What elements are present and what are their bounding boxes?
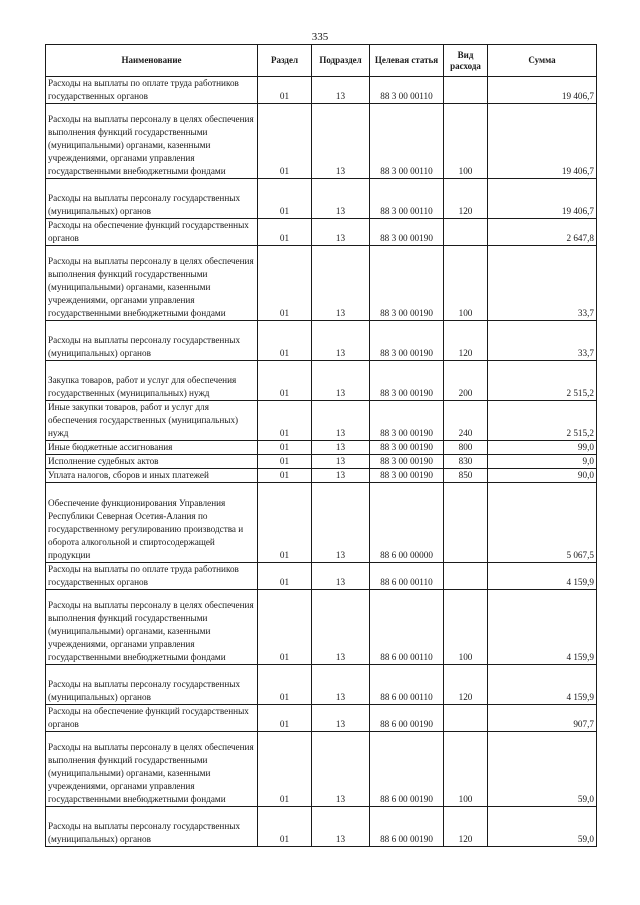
row-razdel: 01 bbox=[258, 807, 312, 847]
row-name: Иные закупки товаров, работ и услуг для обеспечения государственных (муниципальных) нужд bbox=[46, 401, 258, 441]
row-vid bbox=[444, 483, 488, 563]
table-row bbox=[46, 665, 597, 705]
row-sum: 2 515,2 bbox=[488, 401, 597, 441]
row-razdel: 01 bbox=[258, 483, 312, 563]
row-name: Уплата налогов, сборов и иных платежей bbox=[46, 469, 258, 483]
row-vid: 120 bbox=[444, 321, 488, 361]
table-row bbox=[46, 104, 597, 179]
row-name: Исполнение судебных актов bbox=[46, 455, 258, 469]
table-row bbox=[46, 590, 597, 665]
header-razdel: Раздел bbox=[258, 45, 312, 77]
table-row bbox=[46, 705, 597, 732]
row-sum: 33,7 bbox=[488, 321, 597, 361]
row-podrazdel: 13 bbox=[312, 563, 370, 590]
row-article: 88 6 00 00190 bbox=[370, 732, 444, 807]
row-vid: 800 bbox=[444, 441, 488, 455]
row-vid bbox=[444, 219, 488, 246]
table-row bbox=[46, 321, 597, 361]
row-podrazdel: 13 bbox=[312, 401, 370, 441]
row-article: 88 3 00 00190 bbox=[370, 361, 444, 401]
row-sum: 907,7 bbox=[488, 705, 597, 732]
row-article: 88 3 00 00110 bbox=[370, 179, 444, 219]
row-name: Расходы на обеспечение функций государственных органов bbox=[46, 219, 258, 246]
row-sum: 59,0 bbox=[488, 732, 597, 807]
row-vid: 240 bbox=[444, 401, 488, 441]
row-name: Иные бюджетные ассигнования bbox=[46, 441, 258, 455]
row-sum: 4 159,9 bbox=[488, 665, 597, 705]
row-razdel: 01 bbox=[258, 469, 312, 483]
row-vid: 100 bbox=[444, 246, 488, 321]
header-row bbox=[46, 45, 597, 77]
row-podrazdel: 13 bbox=[312, 807, 370, 847]
row-article: 88 3 00 00110 bbox=[370, 104, 444, 179]
row-article: 88 3 00 00190 bbox=[370, 469, 444, 483]
row-sum: 4 159,9 bbox=[488, 563, 597, 590]
row-sum: 59,0 bbox=[488, 807, 597, 847]
table-row bbox=[46, 807, 597, 847]
row-podrazdel: 13 bbox=[312, 483, 370, 563]
row-vid: 200 bbox=[444, 361, 488, 401]
table-body bbox=[46, 77, 597, 847]
row-razdel: 01 bbox=[258, 563, 312, 590]
table-row bbox=[46, 563, 597, 590]
row-razdel: 01 bbox=[258, 441, 312, 455]
row-razdel: 01 bbox=[258, 104, 312, 179]
row-article: 88 6 00 00110 bbox=[370, 665, 444, 705]
row-name: Расходы на обеспечение функций государственных органов bbox=[46, 705, 258, 732]
row-name: Расходы на выплаты персоналу государственных (муниципальных) органов bbox=[46, 179, 258, 219]
table-row bbox=[46, 401, 597, 441]
row-name: Расходы на выплаты персоналу в целях обеспечения выполнения функций государственными (муниципальными) органами, казенными учреждениями, органами управления государственными внебюджетными фондами bbox=[46, 590, 258, 665]
row-name: Расходы на выплаты по оплате труда работников государственных органов bbox=[46, 77, 258, 104]
table-row bbox=[46, 219, 597, 246]
row-article: 88 6 00 00110 bbox=[370, 563, 444, 590]
row-razdel: 01 bbox=[258, 732, 312, 807]
table-row bbox=[46, 455, 597, 469]
row-article: 88 6 00 00190 bbox=[370, 807, 444, 847]
table-row bbox=[46, 441, 597, 455]
row-name: Расходы на выплаты персоналу государственных (муниципальных) органов bbox=[46, 807, 258, 847]
row-podrazdel: 13 bbox=[312, 361, 370, 401]
header-sum: Сумма bbox=[488, 45, 597, 77]
row-vid bbox=[444, 77, 488, 104]
row-sum: 33,7 bbox=[488, 246, 597, 321]
table-row bbox=[46, 483, 597, 563]
row-name: Расходы на выплаты персоналу в целях обеспечения выполнения функций государственными (муниципальными) органами, казенными учреждениями, органами управления государственными внебюджетными фондами bbox=[46, 104, 258, 179]
row-vid bbox=[444, 705, 488, 732]
row-vid: 830 bbox=[444, 455, 488, 469]
row-podrazdel: 13 bbox=[312, 590, 370, 665]
row-article: 88 6 00 00000 bbox=[370, 483, 444, 563]
row-article: 88 6 00 00190 bbox=[370, 705, 444, 732]
row-sum: 19 406,7 bbox=[488, 179, 597, 219]
row-article: 88 3 00 00190 bbox=[370, 441, 444, 455]
row-razdel: 01 bbox=[258, 321, 312, 361]
row-vid: 120 bbox=[444, 807, 488, 847]
table-row bbox=[46, 246, 597, 321]
row-sum: 2 647,8 bbox=[488, 219, 597, 246]
row-razdel: 01 bbox=[258, 665, 312, 705]
row-vid: 100 bbox=[444, 590, 488, 665]
row-article: 88 3 00 00190 bbox=[370, 246, 444, 321]
row-razdel: 01 bbox=[258, 219, 312, 246]
row-podrazdel: 13 bbox=[312, 179, 370, 219]
row-razdel: 01 bbox=[258, 361, 312, 401]
row-vid: 120 bbox=[444, 665, 488, 705]
row-vid: 850 bbox=[444, 469, 488, 483]
row-name: Расходы на выплаты персоналу государственных (муниципальных) органов bbox=[46, 665, 258, 705]
row-name: Расходы на выплаты по оплате труда работников государственных органов bbox=[46, 563, 258, 590]
row-sum: 2 515,2 bbox=[488, 361, 597, 401]
row-razdel: 01 bbox=[258, 246, 312, 321]
table-row bbox=[46, 77, 597, 104]
row-sum: 4 159,9 bbox=[488, 590, 597, 665]
table-row bbox=[46, 469, 597, 483]
row-podrazdel: 13 bbox=[312, 77, 370, 104]
row-podrazdel: 13 bbox=[312, 219, 370, 246]
row-podrazdel: 13 bbox=[312, 246, 370, 321]
table-row bbox=[46, 179, 597, 219]
row-name: Обеспечение функционирования Управления Республики Северная Осетия-Алания по государственному регулированию производства и оборота алкогольной и спиртосодержащей продукции bbox=[46, 483, 258, 563]
row-podrazdel: 13 bbox=[312, 455, 370, 469]
table-row bbox=[46, 732, 597, 807]
row-razdel: 01 bbox=[258, 455, 312, 469]
row-sum: 90,0 bbox=[488, 469, 597, 483]
row-podrazdel: 13 bbox=[312, 732, 370, 807]
row-razdel: 01 bbox=[258, 590, 312, 665]
header-article: Целевая статья bbox=[370, 45, 444, 77]
row-razdel: 01 bbox=[258, 705, 312, 732]
row-podrazdel: 13 bbox=[312, 321, 370, 361]
row-razdel: 01 bbox=[258, 401, 312, 441]
header-podrazdel: Подраздел bbox=[312, 45, 370, 77]
row-podrazdel: 13 bbox=[312, 705, 370, 732]
row-razdel: 01 bbox=[258, 179, 312, 219]
row-sum: 19 406,7 bbox=[488, 77, 597, 104]
page-number: 335 bbox=[311, 31, 329, 43]
row-razdel: 01 bbox=[258, 77, 312, 104]
row-article: 88 3 00 00190 bbox=[370, 401, 444, 441]
row-vid: 120 bbox=[444, 179, 488, 219]
row-podrazdel: 13 bbox=[312, 665, 370, 705]
row-vid: 100 bbox=[444, 732, 488, 807]
row-podrazdel: 13 bbox=[312, 441, 370, 455]
row-article: 88 3 00 00190 bbox=[370, 455, 444, 469]
row-article: 88 3 00 00190 bbox=[370, 219, 444, 246]
row-sum: 5 067,5 bbox=[488, 483, 597, 563]
header-name: Наименование bbox=[46, 45, 258, 77]
row-vid bbox=[444, 563, 488, 590]
row-name: Закупка товаров, работ и услуг для обеспечения государственных (муниципальных) нужд bbox=[46, 361, 258, 401]
row-name: Расходы на выплаты персоналу в целях обеспечения выполнения функций государственными (муниципальными) органами, казенными учреждениями, органами управления государственными внебюджетными фондами bbox=[46, 732, 258, 807]
row-sum: 19 406,7 bbox=[488, 104, 597, 179]
row-sum: 9,0 bbox=[488, 455, 597, 469]
header-vid: Вид расхода bbox=[444, 45, 488, 77]
table-row bbox=[46, 361, 597, 401]
row-podrazdel: 13 bbox=[312, 104, 370, 179]
row-podrazdel: 13 bbox=[312, 469, 370, 483]
budget-table bbox=[45, 44, 597, 847]
table-header bbox=[46, 45, 597, 77]
row-article: 88 6 00 00110 bbox=[370, 590, 444, 665]
row-name: Расходы на выплаты персоналу государственных (муниципальных) органов bbox=[46, 321, 258, 361]
row-article: 88 3 00 00190 bbox=[370, 321, 444, 361]
row-article: 88 3 00 00110 bbox=[370, 77, 444, 104]
row-sum: 99,0 bbox=[488, 441, 597, 455]
row-name: Расходы на выплаты персоналу в целях обеспечения выполнения функций государственными (муниципальными) органами, казенными учреждениями, органами управления государственными внебюджетными фондами bbox=[46, 246, 258, 321]
row-vid: 100 bbox=[444, 104, 488, 179]
